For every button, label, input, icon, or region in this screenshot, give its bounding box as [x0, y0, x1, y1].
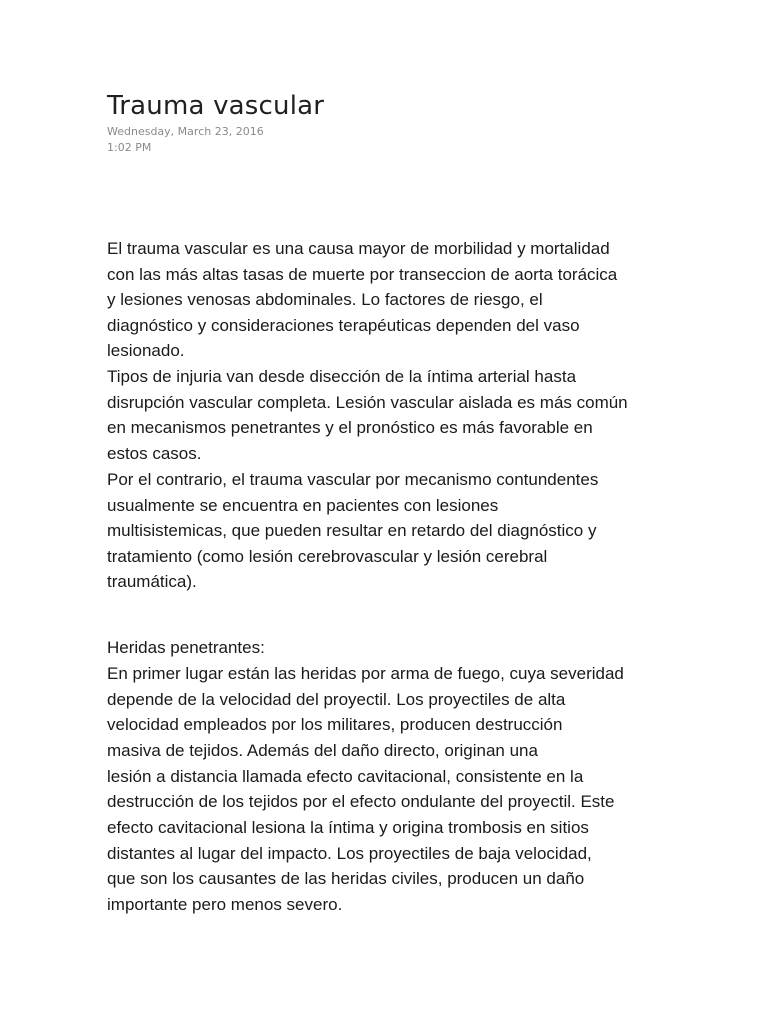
text-line: El trauma vascular es una causa mayor de morbilidad y mortalidad [107, 239, 610, 258]
paragraph-cavitation [107, 764, 667, 918]
text-line: depende de la velocidad del proyectil. Los proyectiles de alta [107, 689, 566, 709]
paragraph-injury-types [107, 364, 667, 466]
note-time: 1:02 PM [107, 141, 152, 154]
text-line: distantes al lugar del impacto. Los proyectiles de baja velocidad, [107, 843, 592, 863]
note-date: Wednesday, March 23, 2016 [107, 125, 264, 138]
section-heading-text: Heridas penetrantes: [107, 638, 265, 658]
spacer [107, 595, 667, 635]
paragraph-blunt-trauma [107, 467, 667, 595]
text-line: con las más altas tasas de muerte por transeccion de aorta torácica [107, 264, 618, 284]
text-line: velocidad empleados por los militares, producen destrucción [107, 715, 563, 735]
text-line: usualmente se encuentra en pacientes con lesiones [107, 495, 499, 515]
text-line: importante pero menos severo. [107, 894, 343, 914]
text-line: masiva de tejidos. Además del daño directo, originan una [107, 740, 538, 760]
text-line: diagnóstico y consideraciones terapéuticas dependen del vaso [107, 315, 580, 335]
text-line: destrucción de los tejidos por el efecto ondulante del proyectil. Este [107, 792, 615, 812]
text-line: lesión a distancia llamada efecto cavitacional, consistente en la [107, 766, 584, 786]
page-title: Trauma vascular [107, 91, 325, 121]
text-line: que son los causantes de las heridas civiles, producen un daño [107, 869, 585, 889]
text-line: multisistemicas, que pueden resultar en retardo del diagnóstico y [107, 521, 597, 541]
text-line: Tipos de injuria van desde disección de la íntima arterial hasta [107, 367, 577, 387]
text-line: y lesiones venosas abdominales. Lo factores de riesgo, el [107, 290, 543, 310]
text-line: disrupción vascular completa. Lesión vascular aislada es más común [107, 392, 628, 412]
note-page [107, 88, 667, 918]
text-line: traumática). [107, 572, 197, 592]
section-heading [107, 635, 667, 661]
text-line: En primer lugar están las heridas por arma de fuego, cuya severidad [107, 664, 624, 684]
text-line: Por el contrario, el trauma vascular por mecanismo contundentes [107, 469, 599, 489]
text-line: en mecanismos penetrantes y el pronóstico es más favorable en [107, 418, 593, 438]
paragraph-firearms [107, 661, 667, 763]
text-line: efecto cavitacional lesiona la íntima y origina trombosis en sitios [107, 817, 589, 837]
paragraph-intro [107, 236, 667, 364]
note-body [107, 236, 667, 917]
text-line: lesionado. [107, 341, 185, 361]
text-line: estos casos. [107, 444, 202, 464]
text-line: tratamiento (como lesión cerebrovascular y lesión cerebral [107, 546, 548, 566]
